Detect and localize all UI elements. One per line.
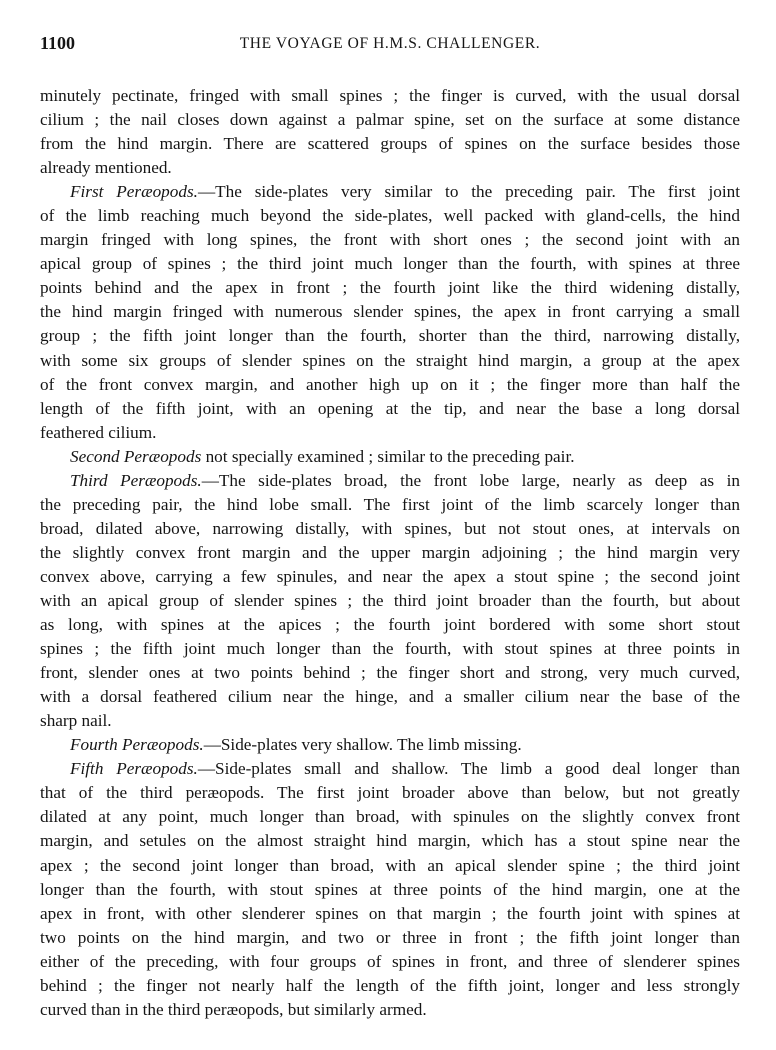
text-line	[40, 998, 740, 1022]
line-text: not specially examined ; similar to the preceding pair.	[201, 446, 575, 466]
text-line	[40, 204, 740, 228]
line-text: minutely pectinate, fringed with small spines ; the finger is curved, with the usual dorsal	[40, 86, 740, 105]
line-text: margin fringed with long spines, the front with short ones ; the second joint with an	[40, 230, 740, 250]
line-text: of the limb reaching much beyond the side-plates, well packed with gland-cells, the hind	[40, 206, 740, 226]
text-line	[40, 854, 740, 878]
text-line	[40, 613, 740, 637]
line-text: with some six groups of slender spines on the straight hind margin, a group at the apex	[40, 350, 740, 370]
section-heading: Third Peræopods.	[70, 470, 202, 490]
text-line	[40, 926, 740, 950]
line-text: —The side-plates broad, the front lobe large, nearly as deep as in	[201, 470, 740, 490]
line-text: with an apical group of slender spines ; the third joint broader than the fourth, but about	[40, 590, 740, 610]
line-text: —The side-plates very similar to the preceding pair. The first joint	[197, 182, 740, 202]
line-text: dilated at any point, much longer than broad, with spinules on the slightly convex front	[40, 807, 740, 827]
paragraph	[40, 733, 740, 757]
section-heading: First Peræopods.	[70, 182, 198, 202]
line-text: cilium ; the nail closes down against a palmar spine, set on the surface at some distance	[40, 110, 740, 130]
line-text: apex ; the second joint longer than broad, with an apical slender spine ; the third joint	[40, 855, 740, 875]
line-text: behind ; the finger not nearly half the length of the fifth joint, longer and less strongly	[40, 975, 740, 995]
paragraph	[40, 757, 740, 1022]
line-text: —Side-plates small and shallow. The limb a good deal longer than	[197, 759, 740, 779]
text-line	[40, 493, 740, 517]
line-text: length of the fifth joint, with an opening at the tip, and near the base a long dorsal	[40, 398, 740, 418]
text-line	[40, 709, 740, 733]
line-text: the hind margin fringed with numerous slender spines, the apex in front carrying a small	[40, 302, 740, 322]
text-line	[40, 108, 740, 132]
text-line	[40, 757, 740, 781]
paragraph	[40, 84, 740, 180]
text-line	[40, 805, 740, 829]
line-text: already mentioned.	[40, 158, 172, 178]
text-line	[40, 950, 740, 974]
line-text: from the hind margin. There are scattered groups of spines on the surface besides those	[40, 134, 740, 154]
text-line	[40, 397, 740, 421]
text-line	[40, 565, 740, 589]
text-line	[40, 878, 740, 902]
body-text	[40, 84, 740, 1022]
line-text: convex above, carrying a few spinules, and near the apex a stout spine ; the second joint	[40, 566, 740, 586]
line-text: apical group of spines ; the third joint much longer than the fourth, with spines at three	[40, 254, 740, 274]
line-text: feathered cilium.	[40, 422, 157, 442]
text-line	[40, 637, 740, 661]
line-text: apex in front, with other slenderer spines on that margin ; the fourth joint with spines at	[40, 903, 740, 923]
text-line	[40, 180, 740, 204]
text-line	[40, 661, 740, 685]
section-heading: Second Peræopods	[70, 446, 202, 466]
text-line	[40, 373, 740, 397]
section-heading: Fourth Peræopods.	[70, 735, 204, 755]
line-text: two points on the hind margin, and two or three in front ; the fifth joint longer than	[40, 927, 740, 947]
paragraph	[40, 445, 740, 469]
text-line	[40, 421, 740, 445]
line-text: points behind and the apex in front ; the fourth joint like the third widening distally,	[40, 278, 740, 298]
line-text: that of the third peræopods. The first joint broader above than below, but not greatly	[40, 783, 740, 803]
paragraph	[40, 469, 740, 734]
line-text: margin, and setules on the almost straight hind margin, which has a stout spine near the	[40, 831, 740, 851]
text-line	[40, 781, 740, 805]
line-text: the preceding pair, the hind lobe small. The first joint of the limb scarcely longer than	[40, 494, 740, 514]
text-line	[40, 324, 740, 348]
running-title: THE VOYAGE OF H.M.S. CHALLENGER.	[239, 35, 541, 52]
text-line	[40, 156, 740, 180]
text-line	[40, 685, 740, 709]
text-line	[40, 974, 740, 998]
text-line	[40, 469, 740, 493]
text-line	[40, 733, 740, 757]
text-line	[40, 445, 740, 469]
text-line	[40, 829, 740, 853]
text-line	[40, 300, 740, 324]
text-line	[40, 84, 740, 108]
paragraph	[40, 180, 740, 445]
text-line	[40, 252, 740, 276]
line-text: broad, dilated above, narrowing distally, with spines, but not stout ones, at intervals on	[40, 518, 740, 538]
text-line	[40, 132, 740, 156]
line-text: sharp nail.	[40, 711, 112, 731]
text-line	[40, 541, 740, 565]
line-text: —Side-plates very shallow. The limb missing.	[203, 735, 522, 755]
line-text: with a dorsal feathered cilium near the hinge, and a smaller cilium near the base of the	[40, 687, 740, 707]
line-text: either of the preceding, with four groups of spines in front, and three of slenderer spines	[40, 951, 740, 971]
text-line	[40, 228, 740, 252]
line-text: group ; the fifth joint longer than the fourth, shorter than the third, narrowing distally,	[40, 326, 740, 346]
text-line	[40, 276, 740, 300]
text-line	[40, 589, 740, 613]
line-text: front, slender ones at two points behind ; the finger short and strong, very much curved,	[40, 663, 740, 683]
page-number: 1100	[40, 33, 76, 53]
line-text: as long, with spines at the apices ; the fourth joint bordered with some short stout	[40, 615, 740, 635]
text-line	[40, 349, 740, 373]
line-text: of the front convex margin, and another high up on it ; the finger more than half the	[40, 374, 740, 394]
line-text: the slightly convex front margin and the upper margin adjoining ; the hind margin very	[40, 542, 740, 562]
line-text: curved than in the third peræopods, but similarly armed.	[40, 999, 427, 1019]
text-line	[40, 517, 740, 541]
section-heading: Fifth Peræopods.	[70, 759, 198, 779]
page-header	[40, 33, 740, 57]
line-text: longer than the fourth, with stout spines at three points of the hind margin, one at the	[40, 879, 740, 899]
text-line	[40, 902, 740, 926]
line-text: spines ; the fifth joint much longer than the fourth, with stout spines at three points in	[40, 639, 740, 659]
